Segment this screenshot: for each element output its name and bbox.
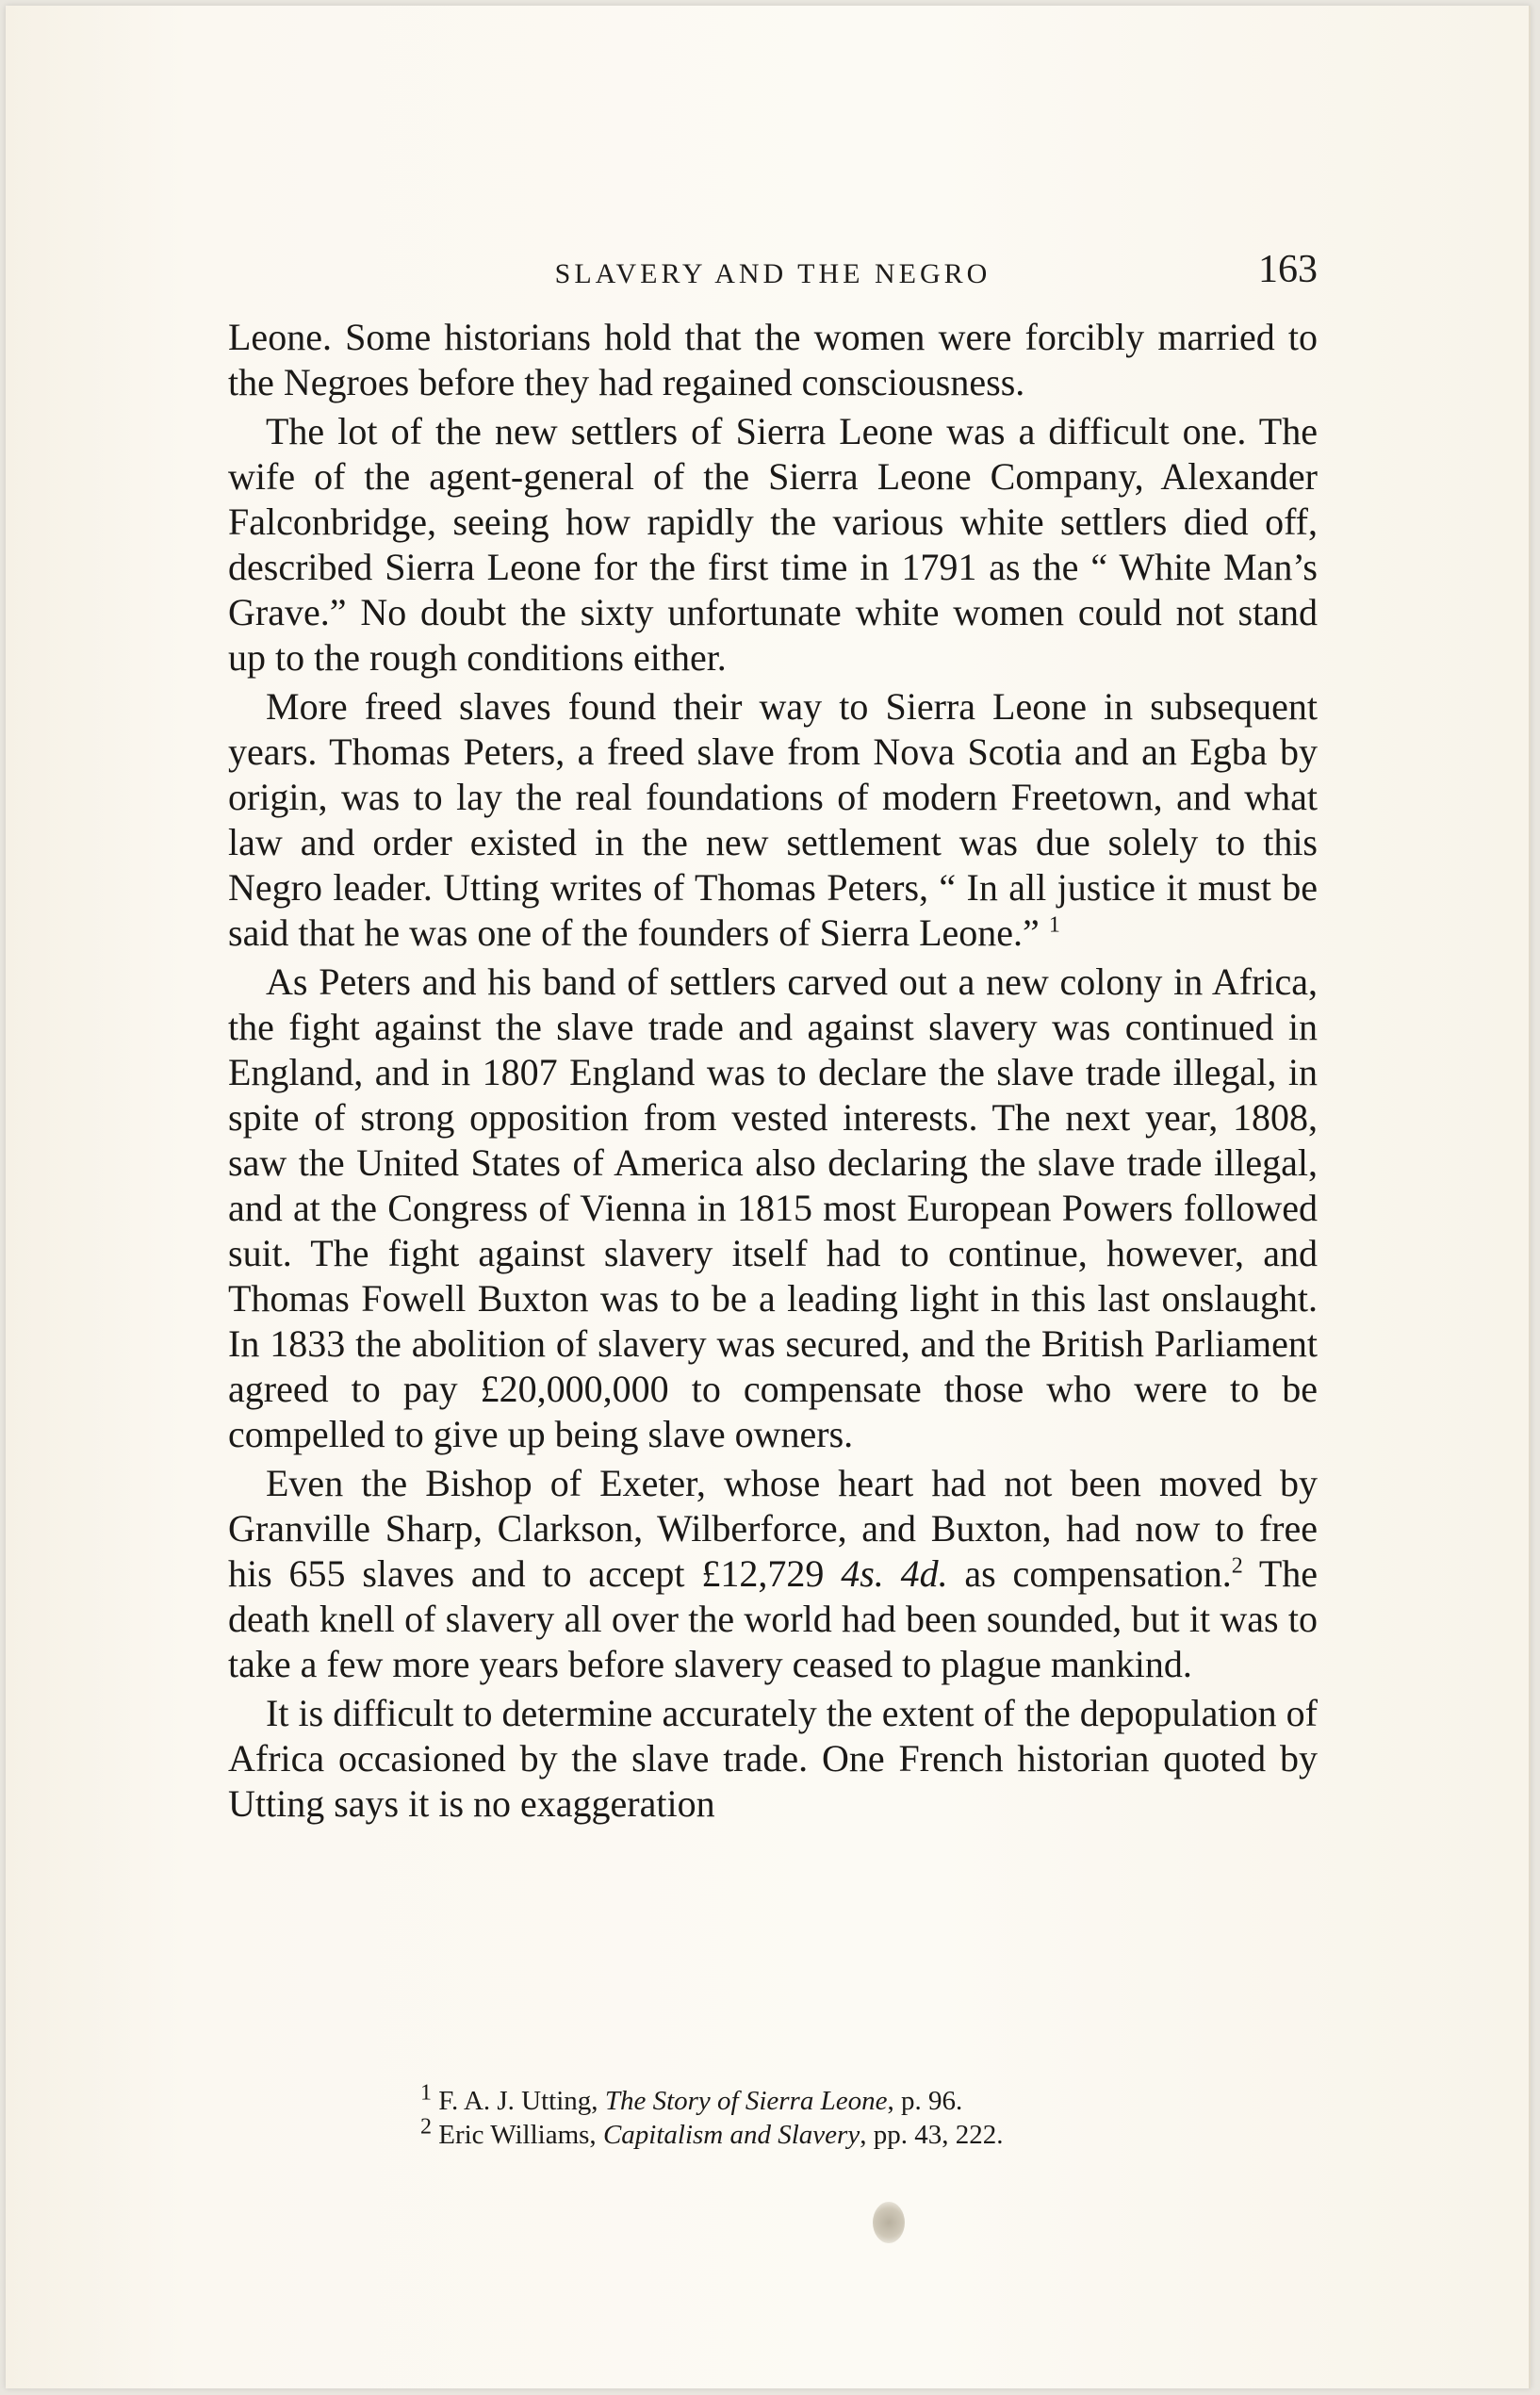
footnote: $^1$ F. A. J. Utting, The Story of Sierra Leone, p. 96. (420, 2080, 963, 2116)
footnote: $^2$ Eric Williams, Capitalism and Slavery, pp. 43, 222. (420, 2114, 1004, 2150)
footnotes (420, 2080, 1269, 2152)
paragraph: Leone. Some historians hold that the women were forcibly married to the Negroes before they had regained consciousness. (228, 316, 1318, 403)
paragraph: More freed slaves found their way to Sierra Leone in subsequent years. Thomas Peters, a freed slave from Nova Scotia and an Egba by origin, was to lay the real foundations of modern Freetown, and what law and order existed in the new settlement was due solely to this Negro leader. Utting writes of Thomas Peters, “ In all justice it must be said that he was one of the founders of Sierra Leone.” $^1$ (228, 685, 1318, 954)
page-header (228, 248, 1318, 309)
body-text (228, 315, 1318, 1827)
footnote-ref: 2 (1231, 1553, 1243, 1579)
running-head: SLAVERY AND THE NEGRO (554, 258, 991, 289)
paragraph: The lot of the new settlers of Sierra Leone was a difficult one. The wife of the agent-general of the Sierra Leone Company, Alexander Falconbridge, seeing how rapidly the various white settlers died off, described Sierra Leone for the first time in 1791 as the “ White Man’s Grave.” No doubt the sixty unfortunate white women could not stand up to the rough conditions either. (228, 410, 1318, 679)
book-page (6, 6, 1531, 2388)
paper-stain (873, 2202, 905, 2243)
page-number: 163 (1258, 248, 1318, 291)
paragraph: As Peters and his band of settlers carved out a new colony in Africa, the fight against the slave trade and against slavery was continued in England, and in 1807 England was to declare the slave trade illegal, in spite of strong opposition from vested interests. The next year, 1808, saw the United States of America also declaring the slave trade illegal, and at the Congress of Vienna in 1815 most European Powers followed suit. The fight against slavery itself had to continue, however, and Thomas Fowell Buxton was to be a leading light in this last onslaught. In 1833 the abolition of slavery was secured, and the British Parliament agreed to pay £20,000,000 to compensate those who were to be compelled to give up being slave owners. (228, 960, 1318, 1455)
paragraph: Even the Bishop of Exeter, whose heart had not been moved by Granville Sharp, Clarkson, Wilberforce, and Buxton, had now to free his 655 slaves and to accept £12,729 4s. 4d. as compensation.$^2$ The death knell of slavery all over the world had been sounded, but it was to take a few more years before slavery ceased to plague mankind. (228, 1462, 1319, 1685)
paragraph: It is difficult to determine accurately the extent of the depopulation of Africa occasioned by the slave trade. One French historian quoted by Utting says it is no exaggeration (228, 1692, 1318, 1825)
footnote-ref: 1 (1048, 912, 1060, 938)
